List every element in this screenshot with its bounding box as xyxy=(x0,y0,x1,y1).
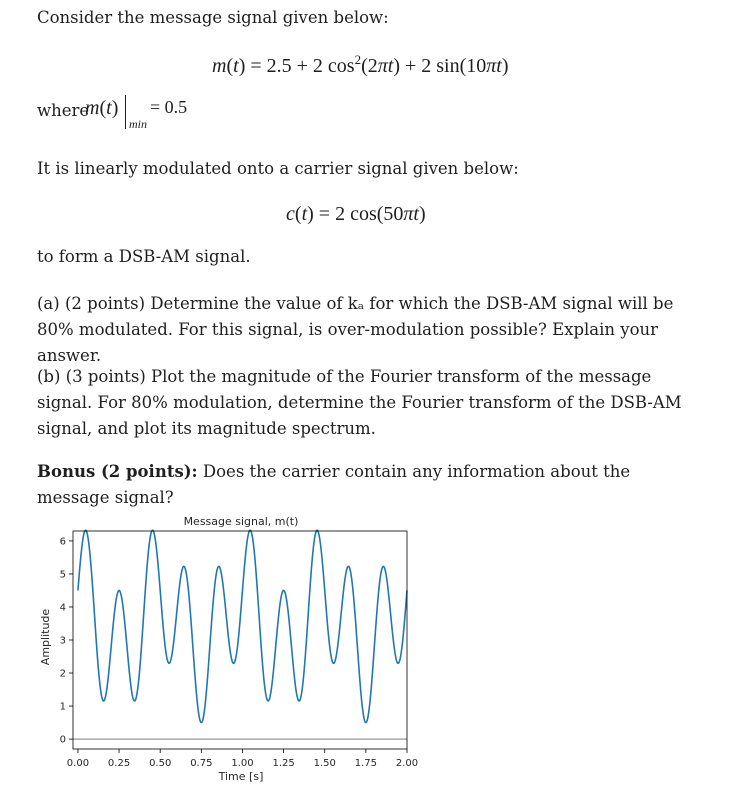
x-tick-label: 0.25 xyxy=(107,758,131,769)
chart-ylabel: Amplitude xyxy=(39,608,52,666)
y-tick-label: 2 xyxy=(59,668,66,680)
message-equation: m(t) = 2.5 + 2 $\cos^2(2\pi t) + 2$ sin(10πt) xyxy=(212,52,509,77)
where-subscript: min xyxy=(129,117,147,131)
y-tick-label: 3 xyxy=(59,635,66,647)
part-a: (a) (2 points) Determine the value of kₐ for which the DSB-AM signal will be 80% modulated. For this signal, is over-modulation possible? Explain your answer. xyxy=(37,294,674,365)
x-tick-label: 1.00 xyxy=(231,758,254,769)
where-prefix: where xyxy=(37,101,90,120)
plot-area xyxy=(60,530,419,769)
x-tick-label: 2.00 xyxy=(395,758,419,769)
form-text: to form a DSB-AM signal. xyxy=(37,247,251,266)
where-value: = 0.5 xyxy=(150,97,188,117)
x-tick-label: 0.75 xyxy=(190,758,213,769)
bonus-label: Bonus (2 points): xyxy=(37,462,198,481)
bonus-text: Does the carrier contain any information about the message signal? xyxy=(37,462,631,507)
intro-text: Consider the message signal given below: xyxy=(37,8,389,27)
x-tick-label: 0.00 xyxy=(66,758,90,769)
carrier-intro: It is linearly modulated onto a carrier signal given below: xyxy=(37,159,519,178)
chart-title: Message signal, m(t) xyxy=(183,515,299,528)
x-tick-label: 1.75 xyxy=(354,758,377,769)
chart-xlabel: Time [s] xyxy=(218,770,264,783)
where-function: m(t) xyxy=(85,97,119,119)
x-tick-label: 0.50 xyxy=(149,758,172,769)
y-tick-label: 4 xyxy=(59,602,66,614)
y-tick-label: 5 xyxy=(59,569,66,581)
message-signal-line xyxy=(78,530,407,722)
carrier-equation: c(t) = 2 cos(50πt) xyxy=(286,203,426,225)
x-tick-label: 1.25 xyxy=(272,758,295,769)
x-tick-label: 1.50 xyxy=(313,758,336,769)
y-tick-label: 1 xyxy=(59,701,66,713)
y-tick-label: 0 xyxy=(59,734,66,746)
part-b: (b) (3 points) Plot the magnitude of the Fourier transform of the message signal. For 80% modulation, determine the Fourier transform of the DSB-AM signal, and plot its magnitude spectrum. xyxy=(37,367,682,438)
y-tick-label: 6 xyxy=(59,536,66,548)
